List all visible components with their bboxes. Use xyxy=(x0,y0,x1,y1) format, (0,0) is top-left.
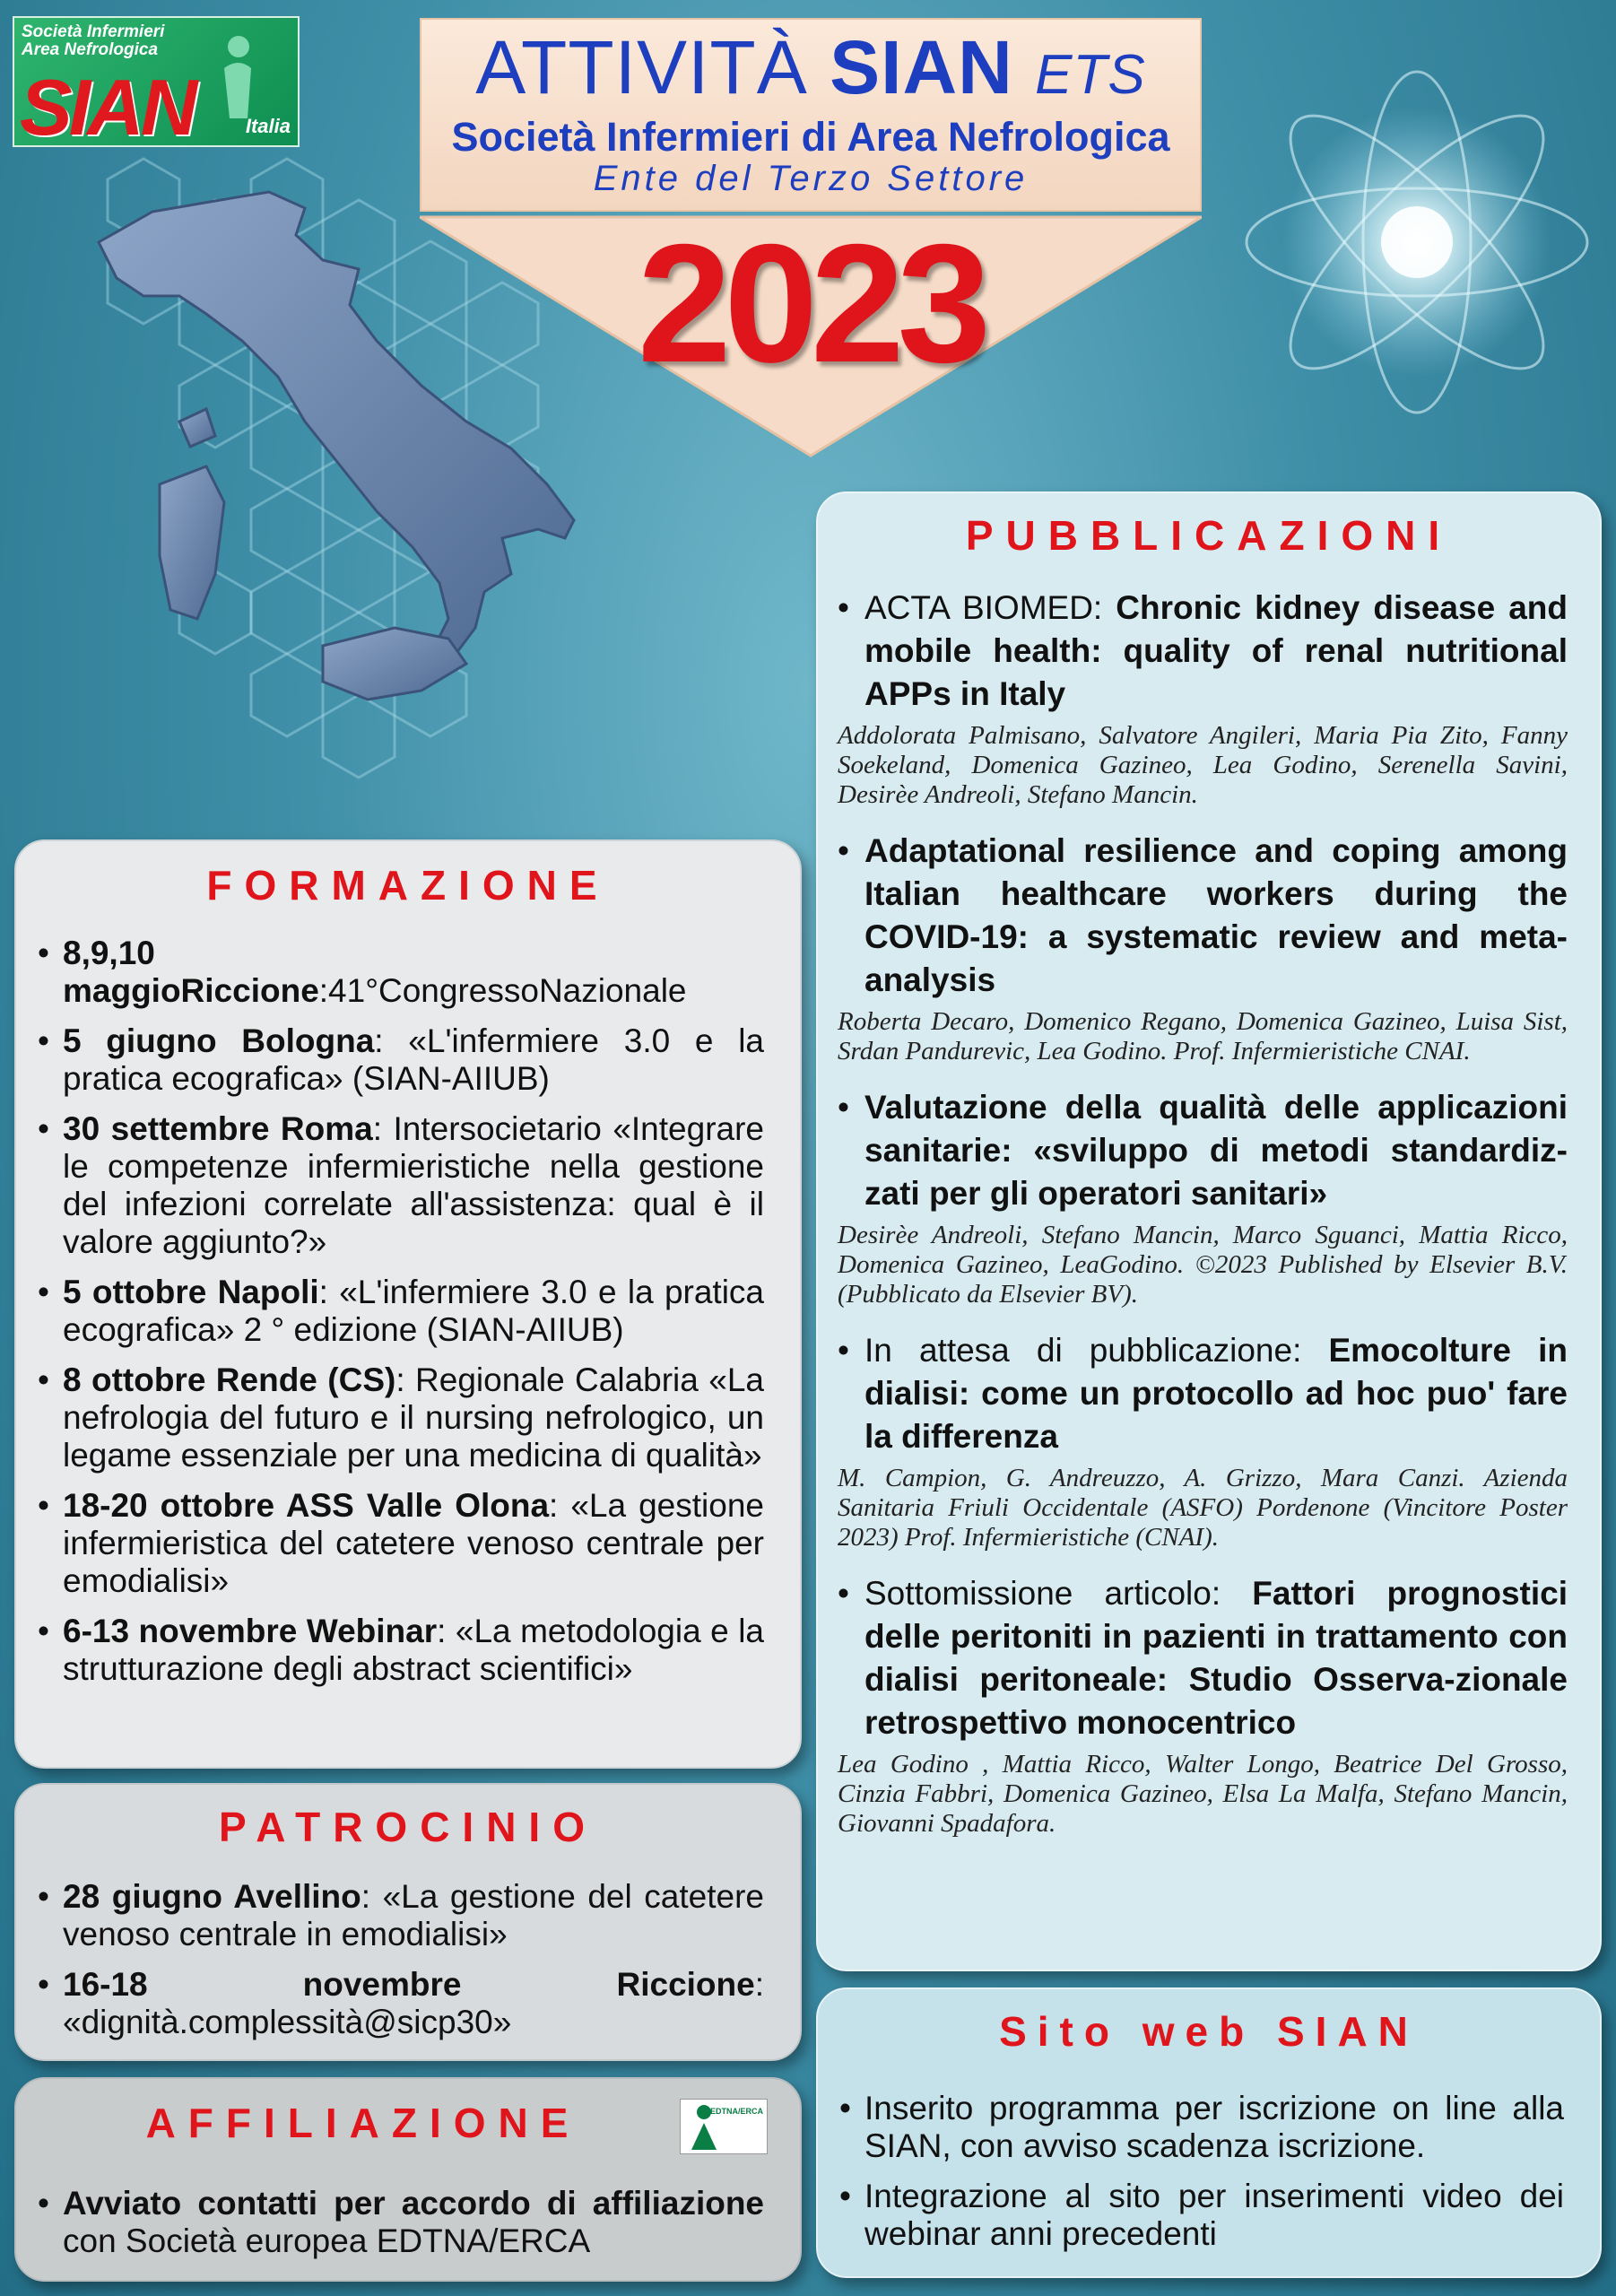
pubblicazioni-list xyxy=(818,587,1600,1839)
publication-item xyxy=(818,1572,1600,1744)
affiliazione-item xyxy=(16,2185,800,2260)
formazione-item-bold: 30 settembre Roma xyxy=(63,1110,373,1147)
sito-list xyxy=(818,2090,1600,2253)
title-suffix: ETS xyxy=(1035,44,1146,106)
pubblicazioni-panel xyxy=(816,491,1602,1971)
formazione-item-text: :41°CongressoNazionale xyxy=(318,972,687,1009)
edtna-badge-text: EDTNA/ERCA xyxy=(709,2107,763,2116)
formazione-item-text: : Intersocietario «Integrare le competenze infermieristiche nella gestione del infezioni correlate all'assistenza: qual è il valore aggiunto?» xyxy=(63,1110,764,1260)
edtna-logo xyxy=(680,2099,768,2154)
publication-prefix: In attesa di pubblicazione: xyxy=(864,1332,1329,1369)
publication-authors: M. Campion, G. Andreuzzo, A. Grizzo, Mara Canzi. Azienda Sanitaria Friuli Occidentale (ASFO) Pordenone (Vincitore Poster 2023) Prof. Infermieristiche (CNAI). xyxy=(838,1464,1568,1552)
page-title xyxy=(421,27,1200,116)
formazione-item-text: : «La gestione infermieristica del catetere venoso centrale per emodialisi» xyxy=(63,1487,764,1599)
affiliazione-item-text: con Società europea EDTNA/ERCA xyxy=(63,2222,591,2259)
publication-title: Fattori prognostici delle peritoniti in pazienti in trattamento con dialisi peritoneale xyxy=(864,1575,1568,1698)
formazione-item-text: : «L'infermiere 3.0 e la pratica ecografica» (SIAN-AIIUB) xyxy=(63,1022,764,1097)
sian-logo xyxy=(13,16,300,152)
affiliazione-item-bold: Avviato contatti per accordo di affiliazione xyxy=(63,2185,764,2222)
formazione-item-text: : «L'infermiere 3.0 e la pratica ecografica» 2 ° edizione (SIAN-AIIUB) xyxy=(63,1274,764,1348)
patrocinio-item-text: : «dignità.complessità@sicp30» xyxy=(63,1966,764,2040)
patrocinio-list xyxy=(16,1878,800,2041)
sito-panel xyxy=(816,1987,1602,2278)
patrocinio-title: PATROCINIO xyxy=(219,1804,597,1850)
title-bold: SIAN xyxy=(830,25,1013,109)
publication-prefix: ACTA BIOMED: xyxy=(864,589,1116,626)
formazione-item xyxy=(16,1361,800,1474)
formazione-panel xyxy=(14,839,802,1769)
formazione-item xyxy=(16,935,800,1010)
logo-line1: Società Infermieri xyxy=(22,22,165,41)
tagline: Ente del Terzo Settore xyxy=(593,159,1029,198)
patrocinio-item-bold: 28 giugno Avellino xyxy=(63,1878,361,1915)
glowing-flower-illustration xyxy=(1247,72,1587,413)
patrocinio-item xyxy=(16,1878,800,1953)
affiliazione-title: AFFILIAZIONE xyxy=(145,2100,581,2146)
sito-item: • Inserito programma per iscrizione on line alla SIAN, con avviso scadenza iscrizione. xyxy=(818,2090,1600,2165)
publication-item xyxy=(818,587,1600,716)
subtitle: Società Infermieri di Area Nefrologica xyxy=(451,114,1170,160)
header-title-box xyxy=(420,18,1202,212)
affiliazione-list xyxy=(16,2185,800,2260)
publication-item xyxy=(818,1329,1600,1458)
formazione-item xyxy=(16,1487,800,1600)
formazione-item xyxy=(16,1110,800,1261)
logo-figure-icon xyxy=(212,32,262,122)
logo-country: Italia xyxy=(245,115,291,137)
formazione-item xyxy=(16,1022,800,1098)
publication-authors: Lea Godino , Mattia Ricco, Walter Longo, Beatrice Del Grosso, Cinzia Fabbri, Domenica Gazineo, Elsa La Malfa, Stefano Mancin, Giovanni Spadafora. xyxy=(838,1750,1568,1838)
publication-item xyxy=(818,830,1600,1002)
formazione-item xyxy=(16,1613,800,1688)
patrocinio-item-text: : «La gestione del catetere venoso centrale in emodialisi» xyxy=(63,1878,764,1952)
publication-title: Valutazione della qualità delle applicazioni sanitarie: «sviluppo di metodi standardiz-zati per gli operatori sanitari» xyxy=(864,1089,1568,1212)
logo-line2: Area Nefrologica xyxy=(22,40,159,59)
sito-item: • Integrazione al sito per inserimenti video dei webinar anni precedenti xyxy=(818,2178,1600,2253)
formazione-item xyxy=(16,1274,800,1349)
title-prefix: ATTIVITÀ xyxy=(475,25,808,109)
formazione-item-bold: 5 ottobre Napoli xyxy=(63,1274,319,1310)
publication-authors: Roberta Decaro, Domenico Regano, Domenica Gazineo, Luisa Sist, Srdan Pandurevic, Lea Godino. Prof. Infermieristiche CNAI. xyxy=(838,1007,1568,1065)
formazione-title: FORMAZIONE xyxy=(206,862,610,909)
formazione-item-bold: 5 giugno Bologna xyxy=(63,1022,375,1059)
publication-suffix: : Studio Osserva-zionale retrospettivo monocentrico xyxy=(864,1661,1568,1741)
publication-title: Chronic kidney disease and mobile health: quality of renal nutritional APPs in Italy xyxy=(864,589,1568,712)
publication-title: Emocolture in dialisi: come un protocollo ad hoc puo' fare la differenza xyxy=(864,1332,1568,1455)
formazione-item-text: : Regionale Calabria «La nefrologia del futuro e il nursing nefrologico, un legame essenziale per una medicina di qualità» xyxy=(63,1361,764,1474)
patrocinio-item-bold: 16-18 novembre Riccione xyxy=(63,1966,755,2003)
formazione-item-bold: 18-20 ottobre ASS Valle Olona xyxy=(63,1487,550,1524)
formazione-item-bold: 8 ottobre Rende (CS) xyxy=(63,1361,396,1398)
logo-brand: SIAN xyxy=(20,63,195,152)
publication-authors: Addolorata Palmisano, Salvatore Angileri, Maria Pia Zito, Fanny Soekeland, Domenica Gazineo, Lea Godino, Serenella Savini, Desirèe Andreoli, Stefano Mancin. xyxy=(838,721,1568,809)
formazione-item-bold: 8,9,10 maggioRiccione xyxy=(63,935,319,1009)
formazione-list xyxy=(16,935,800,1688)
formazione-item-text: : «La metodologia e la strutturazione degli abstract scientifici» xyxy=(63,1613,764,1687)
formazione-item-bold: 6-13 novembre Webinar xyxy=(63,1613,438,1649)
publication-item xyxy=(818,1086,1600,1215)
pubblicazioni-title: PUBBLICAZIONI xyxy=(965,512,1453,559)
affiliazione-panel xyxy=(14,2077,802,2282)
publication-title: Adaptational resilience and coping among Italian healthcare workers during the COVID-19: a systematic review and meta-analysis xyxy=(864,832,1568,998)
patrocinio-panel xyxy=(14,1783,802,2061)
sito-title: Sito web SIAN xyxy=(999,2008,1419,2055)
year: 2023 xyxy=(637,209,985,397)
publication-authors: Desirèe Andreoli, Stefano Mancin, Marco Sguanci, Mattia Ricco, Domenica Gazineo, LeaGodino. ©2023 Published by Elsevier B.V. (Pubblicato da Elsevier BV). xyxy=(838,1221,1568,1309)
publication-prefix: Sottomissione articolo: xyxy=(864,1575,1253,1612)
patrocinio-item xyxy=(16,1966,800,2041)
